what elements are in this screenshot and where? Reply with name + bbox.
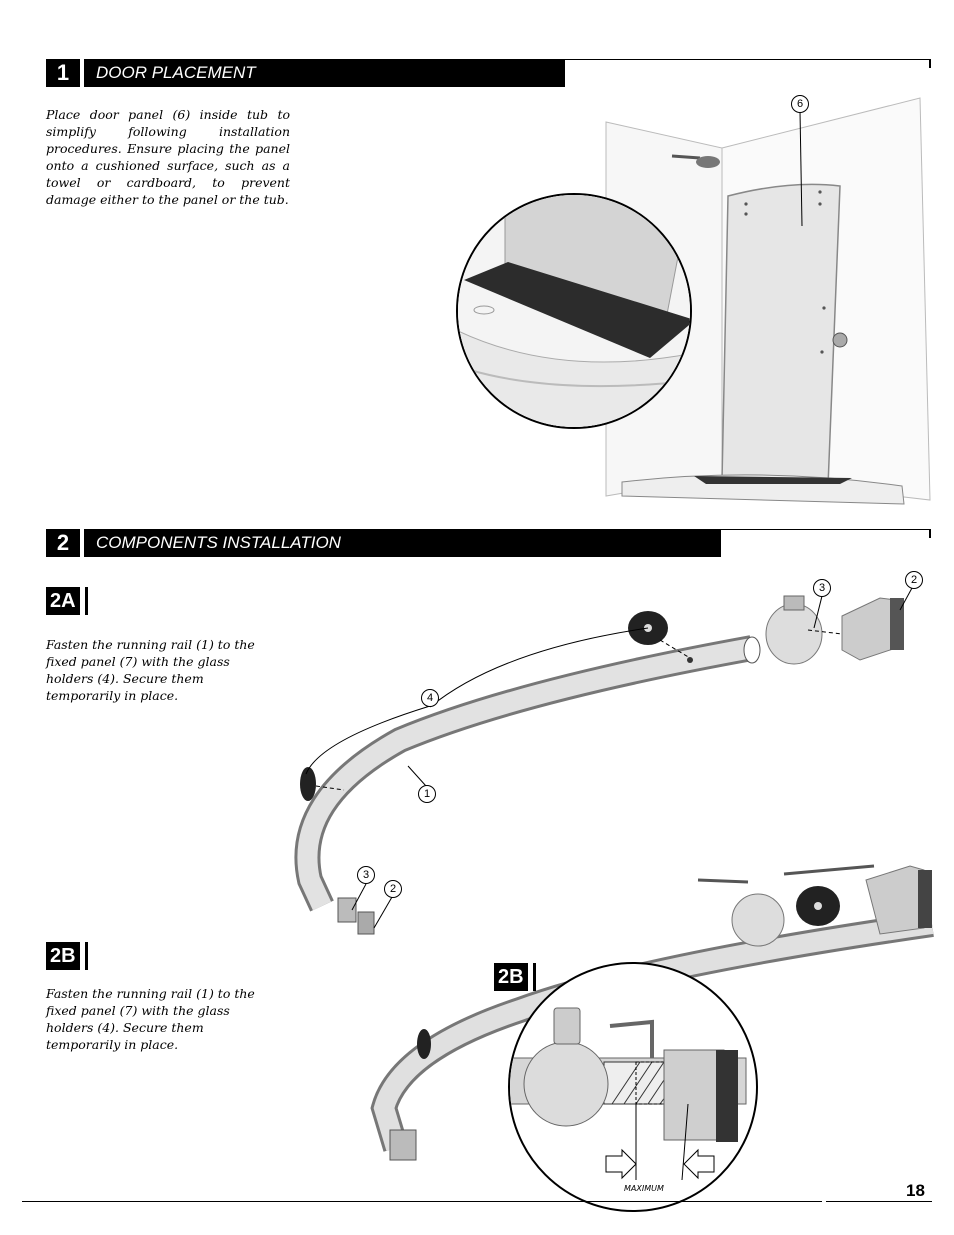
page-number: 18 (906, 1181, 925, 1200)
step-2a-tag: 2A (46, 587, 80, 615)
step-1-title: DOOR PLACEMENT (84, 59, 565, 87)
step-2b-detail-tag: 2B (494, 963, 528, 991)
step-2-number: 2 (46, 529, 80, 557)
step-1-number: 1 (46, 59, 80, 87)
callout-3-bottom: 3 (357, 866, 375, 884)
callout-6: 6 (791, 95, 809, 113)
maximum-label: MAXIMUM (624, 1184, 664, 1193)
step-2a-instruction: Fasten the running rail (1) to the fixed panel (7) with the glass holders (4). Secure them temporarily in place. (46, 637, 255, 703)
step-2-title: COMPONENTS INSTALLATION (84, 529, 721, 557)
callout-1: 1 (418, 785, 436, 803)
callout-4: 4 (421, 689, 439, 707)
callout-2-bottom: 2 (384, 880, 402, 898)
step-1-instruction: Place door panel (6) inside tub to simplify following installation procedures. Ensure placing the panel onto a cushioned surface, such as a towel or cardboard, to prevent damage either to the panel or the tub. (46, 107, 290, 207)
callout-3-top: 3 (813, 579, 831, 597)
footer-rule-left (22, 1201, 822, 1202)
footer-rule-right (826, 1201, 932, 1202)
step-2b-tag: 2B (46, 942, 80, 970)
callout-2-top: 2 (905, 571, 923, 589)
step-2b-instruction: Fasten the running rail (1) to the fixed panel (7) with the glass holders (4). Secure them temporarily in place. (46, 986, 255, 1052)
step-2b-detail-tag-tick (533, 963, 536, 991)
